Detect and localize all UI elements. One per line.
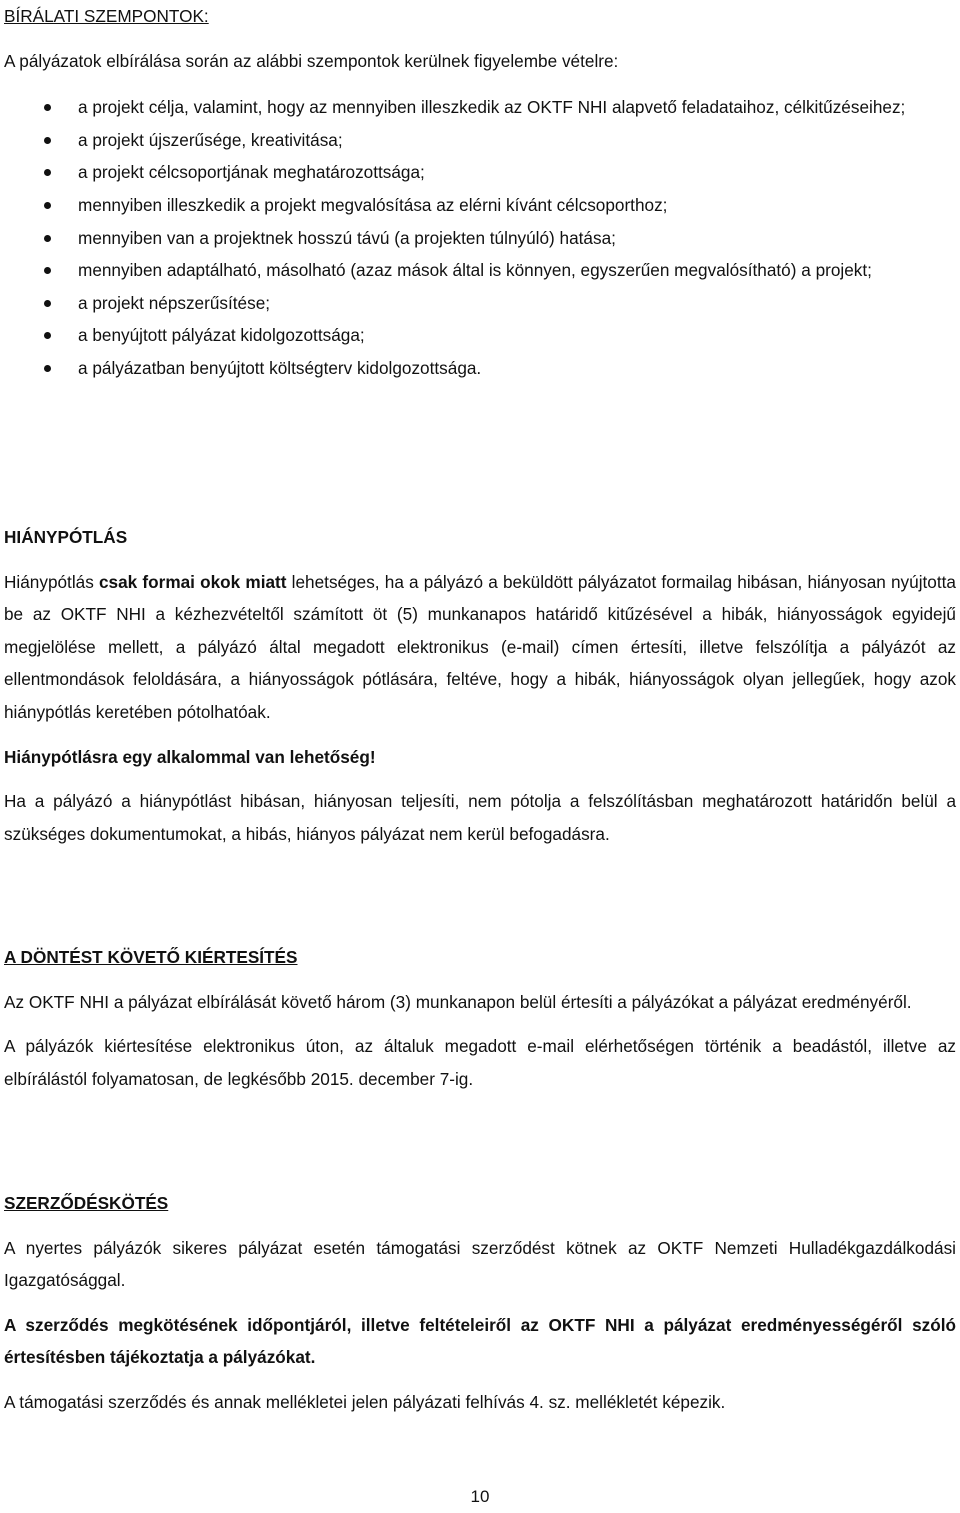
criteria-heading: BÍRÁLATI SZEMPONTOK:	[4, 6, 209, 26]
notification-heading: A DÖNTÉST KÖVETŐ KIÉRTESÍTÉS	[4, 947, 298, 967]
list-item-text: a projekt népszerűsítése;	[78, 292, 271, 313]
list-item	[4, 189, 956, 222]
contract-paragraph-2	[4, 1309, 956, 1374]
list-item-text: a projekt célcsoportjának meghatározottsága;	[78, 162, 425, 183]
list-item-text: a pályázatban benyújtott költségterv kidolgozottsága.	[78, 357, 482, 378]
list-item	[4, 287, 956, 320]
list-item	[4, 124, 956, 157]
list-item	[4, 319, 956, 352]
deficiency-paragraph-3: Ha a pályázó a hiánypótlást hibásan, hiányosan teljesíti, nem pótolja a felszólításban meghatározott határidőn belül a szükséges dokumentumokat, a hibás, hiányos pályázat nem kerül befogadásra.	[4, 791, 956, 844]
list-item-text: mennyiben adaptálható, másolható (azaz mások által is könnyen, egyszerűen megvalósítható) a projekt;	[78, 260, 872, 281]
list-item	[4, 91, 956, 124]
bullet-icon	[44, 169, 51, 176]
deficiency-heading: HIÁNYPÓTLÁS	[4, 527, 128, 547]
list-item	[4, 156, 956, 189]
bullet-icon	[44, 137, 51, 144]
contract-paragraph-1: A nyertes pályázók sikeres pályázat esetén támogatási szerződést kötnek az OKTF Nemzeti Hulladékgazdálkodási Igazgatósággal.	[4, 1237, 956, 1291]
deficiency-paragraph-2	[4, 741, 956, 774]
bullet-icon	[44, 104, 51, 111]
page-number: 10	[470, 1487, 490, 1506]
list-item	[4, 352, 956, 385]
deficiency-p1-rest: lehetséges, ha a pályázó a beküldött pályázatot formailag hibásan, hiányosan nyújtotta be az OKTF NHI a kézhezvételtől számított öt (5) munkanapos határidő kitűzésével a hibák, hiányosságok egyidejű megjelölése mellett, a pályázó által megadott elektronikus (e-mail) címen értesíti, illetve felszólítja a pályázót az ellentmondások feloldására, a hiányosságok pótlására, feltéve, hogy a hibák, hiányosságok olyan jellegűek, hogy azok hiánypótlás keretében pótolhatóak.	[4, 571, 956, 722]
deficiency-p1-start: Hiánypótlás	[4, 571, 94, 592]
criteria-intro: A pályázatok elbírálása során az alábbi szempontok kerülnek figyelembe vételre:	[4, 50, 619, 71]
bullet-icon	[44, 332, 51, 339]
bullet-icon	[44, 300, 51, 307]
deficiency-p2-bold: Hiánypótlásra egy alkalommal van lehetőség!	[4, 746, 376, 767]
notification-paragraph-1: Az OKTF NHI a pályázat elbírálását követő három (3) munkanapon belül értesíti a pályázókat a pályázat eredményéről.	[4, 991, 912, 1012]
list-item-text: mennyiben van a projektnek hosszú távú (a projekten túlnyúló) hatása;	[78, 227, 616, 248]
contract-heading: SZERZŐDÉSKÖTÉS	[4, 1193, 169, 1213]
notification-paragraph-2: A pályázók kiértesítése elektronikus úton, az általuk megadott e-mail elérhetőségen történik a beadástól, illetve az elbírálástól folyamatosan, de legkésőbb 2015. december 7-ig.	[4, 1036, 956, 1089]
bullet-icon	[44, 202, 51, 209]
contract-paragraph-3: A támogatási szerződés és annak mellékletei jelen pályázati felhívás 4. sz. mellékletét képezik.	[4, 1391, 726, 1412]
list-item-text: a benyújtott pályázat kidolgozottsága;	[78, 325, 365, 346]
list-item-text: a projekt célja, valamint, hogy az mennyiben illeszkedik az OKTF NHI alapvető feladataihoz, célkitűzéseihez;	[78, 97, 906, 118]
deficiency-p1-bold: csak formai okok miatt	[99, 571, 287, 592]
deficiency-paragraph-1	[4, 566, 956, 729]
bullet-icon	[44, 365, 51, 372]
contract-p2-bold: A szerződés megkötésének időpontjáról, illetve feltételeiről az OKTF NHI a pályázat eredményességéről szóló értesítésben tájékoztatja a pályázókat.	[4, 1314, 956, 1368]
deficiency-section	[4, 521, 956, 850]
bullet-icon	[44, 267, 51, 274]
list-item-text: a projekt újszerűsége, kreativitása;	[78, 129, 343, 150]
notification-section	[4, 941, 956, 1095]
bullet-icon	[44, 235, 51, 242]
criteria-list	[4, 91, 956, 384]
contract-section	[4, 1187, 956, 1419]
criteria-section	[4, 0, 956, 385]
list-item-text: mennyiben illeszkedik a projekt megvalósítása az elérni kívánt célcsoporthoz;	[78, 194, 668, 215]
list-item	[4, 222, 956, 255]
list-item	[4, 254, 956, 287]
